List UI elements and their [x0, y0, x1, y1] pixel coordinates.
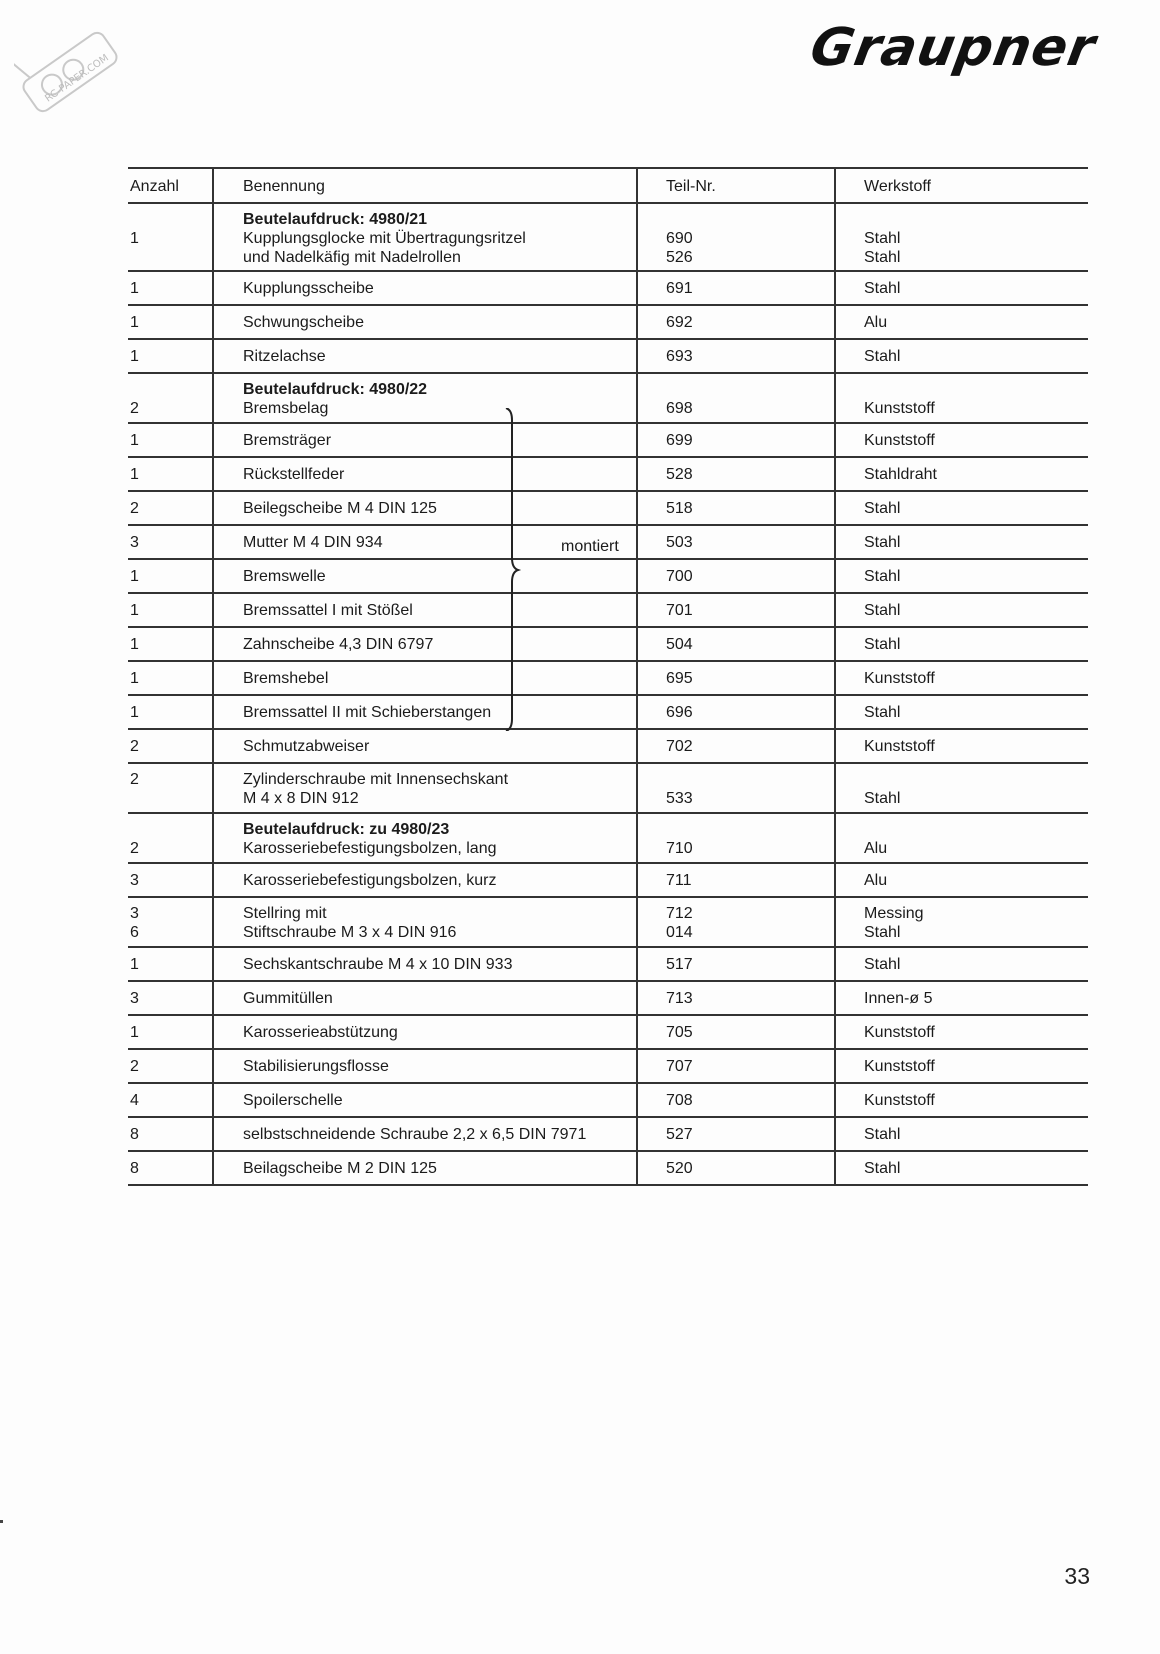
cell-material: Stahl [864, 348, 901, 365]
cell-material: Stahl [864, 280, 901, 297]
table-row [128, 1084, 1088, 1118]
cell-material: Kunststoff [864, 738, 935, 755]
cell-part: 700 [666, 568, 693, 585]
cell-qty: 1 [130, 568, 139, 585]
table-row [128, 764, 1088, 814]
cell-material: Kunststoff [864, 432, 935, 449]
cell-material: Kunststoff [864, 670, 935, 687]
cell-part: 699 [666, 432, 693, 449]
cell-qty: 1 [130, 704, 139, 721]
cell-material: Kunststoff [864, 400, 935, 417]
cell-name: Kupplungsscheibe [243, 280, 374, 297]
section-label: Beutelaufdruck: 4980/21 [243, 211, 428, 228]
cell-part: 527 [666, 1126, 693, 1143]
table-row [128, 204, 1088, 272]
cell-material: Stahl [864, 500, 901, 517]
parts-table [128, 167, 1088, 1186]
cell-part: 711 [666, 872, 692, 889]
cell-part: 710 [666, 840, 693, 857]
cell-material: Stahl [864, 790, 901, 807]
cell-material: Alu [864, 314, 888, 331]
cell-material: Innen-ø 5 [864, 990, 933, 1007]
cell-name: selbstschneidende Schraube 2,2 x 6,5 DIN 7971 [243, 1126, 587, 1143]
header-qty: Anzahl [130, 178, 179, 195]
cell-material: Kunststoff [864, 1058, 935, 1075]
rc-paper-watermark [14, 22, 126, 122]
cell-qty: 1 [130, 280, 139, 297]
header-name: Benennung [243, 178, 325, 195]
cell-name: Rückstellfeder [243, 466, 345, 483]
header-part: Teil-Nr. [666, 178, 716, 195]
cell-material: Stahl [864, 1160, 901, 1177]
table-row [128, 1118, 1088, 1152]
cell-name: Ritzelachse [243, 348, 326, 365]
cell-part: 520 [666, 1160, 693, 1177]
table-row [128, 864, 1088, 898]
table-row [128, 982, 1088, 1016]
cell-part: 517 [666, 956, 693, 973]
cell-material: Alu [864, 872, 888, 889]
cell-name: Kupplungsglocke mit Übertragungsritzel [243, 230, 526, 247]
table-row [128, 306, 1088, 340]
cell-name: M 4 x 8 DIN 912 [243, 790, 359, 807]
cell-qty: 1 [130, 432, 139, 449]
cell-qty: 2 [130, 500, 139, 517]
table-row [128, 814, 1088, 864]
cell-qty: 1 [130, 602, 139, 619]
cell-qty: 3 [130, 872, 139, 889]
cell-name: Mutter M 4 DIN 934 [243, 534, 383, 551]
cell-qty: 1 [130, 230, 139, 247]
table-row [128, 1050, 1088, 1084]
table-row [128, 340, 1088, 374]
cell-part: 695 [666, 670, 693, 687]
cell-qty: 8 [130, 1160, 139, 1177]
cell-name: Gummitüllen [243, 990, 333, 1007]
page-number: 33 [1064, 1563, 1090, 1589]
cell-qty: 2 [130, 1058, 139, 1075]
cell-name: Zahnscheibe 4,3 DIN 6797 [243, 636, 434, 653]
cell-part: 708 [666, 1092, 693, 1109]
cell-qty: 4 [130, 1092, 139, 1109]
cell-part: 702 [666, 738, 693, 755]
cell-part: 691 [666, 280, 693, 297]
table-row [128, 730, 1088, 764]
cell-material: Stahldraht [864, 466, 937, 483]
cell-part: 504 [666, 636, 693, 653]
cell-name: Beilagscheibe M 2 DIN 125 [243, 1160, 437, 1177]
cell-part: 705 [666, 1024, 693, 1041]
cell-name: Bremsbelag [243, 400, 329, 417]
table-row [128, 898, 1088, 948]
montiert-label: montiert [561, 538, 619, 555]
table-row [128, 374, 1088, 424]
cell-name: Karosseriebefestigungsbolzen, kurz [243, 872, 497, 889]
cell-material: Alu [864, 840, 888, 857]
table-row [128, 272, 1088, 306]
cell-part: 693 [666, 348, 693, 365]
graupner-logo: Graupner [806, 18, 1101, 78]
cell-name: Stabilisierungsflosse [243, 1058, 389, 1075]
cell-qty: 1 [130, 956, 139, 973]
table-row [128, 458, 1088, 492]
cell-material: Stahl [864, 534, 901, 551]
cell-qty: 3 [130, 534, 139, 551]
cell-part: 696 [666, 704, 693, 721]
cell-name: Spoilerschelle [243, 1092, 343, 1109]
header-material: Werkstoff [864, 178, 931, 195]
section-label: Beutelaufdruck: zu 4980/23 [243, 821, 450, 838]
section-label: Beutelaufdruck: 4980/22 [243, 381, 428, 398]
cell-qty: 6 [130, 924, 139, 941]
cell-qty: 1 [130, 314, 139, 331]
cell-material: Stahl [864, 636, 901, 653]
cell-qty: 8 [130, 1126, 139, 1143]
table-row [128, 628, 1088, 662]
cell-material: Stahl [864, 924, 901, 941]
table-body [128, 204, 1088, 1186]
cell-name: Bremsträger [243, 432, 332, 449]
table-row [128, 948, 1088, 982]
cell-name: Bremshebel [243, 670, 329, 687]
cell-material: Stahl [864, 956, 901, 973]
cell-qty: 1 [130, 636, 139, 653]
cell-material: Stahl [864, 568, 901, 585]
cell-material: Stahl [864, 1126, 901, 1143]
cell-part: 707 [666, 1058, 693, 1075]
cell-qty: 1 [130, 466, 139, 483]
table-row [128, 1016, 1088, 1050]
cell-name: Beilegscheibe M 4 DIN 125 [243, 500, 437, 517]
cell-part: 692 [666, 314, 693, 331]
margin-mark [0, 1520, 3, 1523]
cell-material: Kunststoff [864, 1092, 935, 1109]
cell-material: Messing [864, 905, 924, 922]
cell-name: Zylinderschraube mit Innensechskant [243, 771, 509, 788]
cell-qty: 3 [130, 905, 139, 922]
cell-part: 713 [666, 990, 693, 1007]
cell-part: 533 [666, 790, 693, 807]
cell-part: 712 [666, 905, 693, 922]
cell-name: Bremswelle [243, 568, 326, 585]
cell-qty: 2 [130, 738, 139, 755]
montiert-brace [504, 408, 530, 731]
cell-part: 690 [666, 230, 693, 247]
table-row [128, 1152, 1088, 1186]
cell-qty: 1 [130, 348, 139, 365]
cell-name: Karosserieabstützung [243, 1024, 398, 1041]
cell-qty: 1 [130, 1024, 139, 1041]
cell-name: Sechskantschraube M 4 x 10 DIN 933 [243, 956, 513, 973]
cell-name: Bremssattel II mit Schieberstangen [243, 704, 492, 721]
cell-qty: 2 [130, 840, 139, 857]
cell-part: 528 [666, 466, 693, 483]
table-row [128, 492, 1088, 526]
cell-qty: 1 [130, 670, 139, 687]
cell-part: 701 [666, 602, 693, 619]
cell-material: Stahl [864, 602, 901, 619]
table-row [128, 594, 1088, 628]
cell-name: und Nadelkäfig mit Nadelrollen [243, 249, 461, 266]
cell-qty: 2 [130, 400, 139, 417]
cell-material: Stahl [864, 249, 901, 266]
cell-name: Stiftschraube M 3 x 4 DIN 916 [243, 924, 457, 941]
cell-material: Stahl [864, 704, 901, 721]
cell-name: Stellring mit [243, 905, 327, 922]
cell-qty: 2 [130, 771, 139, 788]
cell-name: Schwungscheibe [243, 314, 364, 331]
watermark-label: RC-PAPER.COM [43, 52, 111, 105]
cell-part: 698 [666, 400, 693, 417]
cell-part: 503 [666, 534, 693, 551]
table-row [128, 696, 1088, 730]
cell-part: 014 [666, 924, 693, 941]
table-header [128, 167, 1088, 204]
table-row [128, 560, 1088, 594]
cell-part: 518 [666, 500, 693, 517]
table-row [128, 662, 1088, 696]
cell-part: 526 [666, 249, 693, 266]
cell-name: Karosseriebefestigungsbolzen, lang [243, 840, 497, 857]
cell-name: Bremssattel I mit Stößel [243, 602, 413, 619]
cell-material: Kunststoff [864, 1024, 935, 1041]
cell-qty: 3 [130, 990, 139, 1007]
cell-name: Schmutzabweiser [243, 738, 370, 755]
table-row [128, 424, 1088, 458]
cell-material: Stahl [864, 230, 901, 247]
